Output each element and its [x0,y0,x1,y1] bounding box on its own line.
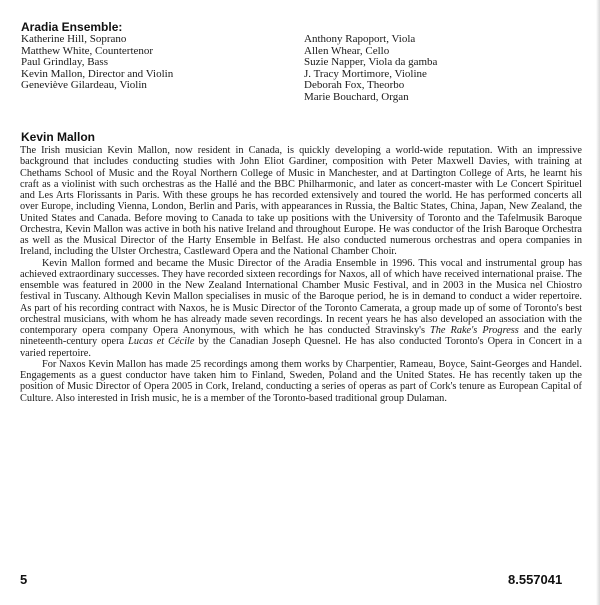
member-line: Matthew White, Countertenor [21,44,154,57]
opera-title: The Rake's Progress [430,325,519,336]
biography-heading: Kevin Mallon [21,130,96,144]
biography-text [20,145,582,404]
ensemble-roster-right [304,34,437,104]
member-line: Katherine Hill, Soprano [21,33,127,45]
paragraph-run: by the Canadian Joseph Quesnel. He has also conducted Toronto's Opera in Concert in a varied repertoire. [20,336,583,359]
ensemble-heading: Aradia Ensemble: [21,20,123,34]
paragraph-run: Kevin Mallon formed and became the Music Director of the Aradia Ensemble in 1996. This vocal and instrumental group has achieved extraordinary successes. They have recorded sixteen recordings for Naxos, all of which have received international praise. The ensemble was featured in 2000 in the New Zealand International Chamber Music Festival, and in 2003 in the Musica nel Chiostro festival in Tuscany. Although Kevin Mallon specialises in music of the Baroque period, he is in demand to conduct a wider repertoire. As part of his recording contract with Naxos, he is Music Director of the Toronto Camerata, a group made up of some of Toronto's best orchestral musicians, with whom he has already made seven recordings. In recent years he has also developed an association with the contemporary opera company Opera Anonymous, with which he has conducted Stravinsky's [20,257,582,336]
member-line: Kevin Mallon, Director and Violin [21,67,174,80]
member-line: J. Tracy Mortimore, Violine [304,67,427,80]
member-line: Marie Bouchard, Organ [304,90,409,103]
biography-paragraph: The Irish musician Kevin Mallon, now resident in Canada, is quickly developing a world-wide reputation. With an impressive background that includes conducting studies with John Eliot Gardiner, composition with Peter Maxwell Davies, with training at Chethams School of Music and the Royal Northern College of Music in Manchester, and at Dartington College of Arts, he learnt his craft as a violinist with such orchestras as the Hallé and the BBC Philharmonic, and later as concert-master with Le Concert Spirituel and Les Arts Florissants in Paris. With these groups he has recorded extensively and toured the world. He has performed concerts all over Europe, including Vienna, London, Berlin and Paris, with appearances in Russia, the Baltic States, China, Japan, New Zealand, the United States and Canada. Before moving to Canada to take up positions with the University of Toronto and the Tafelmusik Baroque Orchestra, Kevin Mallon was active in both his native Ireland and throughout Europe. He was conductor of the Irish Baroque Orchestra as well as the Musical Director of the Harty Ensemble in Belfast. He also conducted numerous orchestras and opera companies in Ireland, including the Ulster Orchestra, Castleward Opera and the National Chamber Choir. [20,145,582,258]
catalogue-number: 8.557041 [508,572,563,587]
member-line: Allen Whear, Cello [304,44,390,57]
biography-paragraph [20,258,582,359]
member-line: Anthony Rapoport, Viola [304,33,416,45]
biography-paragraph: For Naxos Kevin Mallon has made 25 recordings among them works by Charpentier, Rameau, Boyce, Saint-Georges and Handel. Engagements as a guest conductor have taken him to Finland, Sweden, Poland and the United States. He has recently taken up the position of Music Director of Opera 2005 in Cork, Ireland, conducting a series of operas as part of Cork's tenure as European Capital of Culture. Also interested in Irish music, he is a member of the Toronto-based traditional group Dulaman. [20,358,582,404]
member-line: Paul Grindlay, Bass [21,56,108,69]
opera-title: Lucas et Cécile [128,336,195,348]
page-edge-shadow [596,0,600,605]
member-line: Geneviève Gilardeau, Violin [21,79,147,92]
member-line: Deborah Fox, Theorbo [304,79,405,92]
member-line: Suzie Napper, Viola da gamba [304,56,438,69]
ensemble-roster-left [21,34,173,92]
paragraph-run: and the early nineteenth-century opera [20,325,582,348]
page-number: 5 [20,572,28,587]
